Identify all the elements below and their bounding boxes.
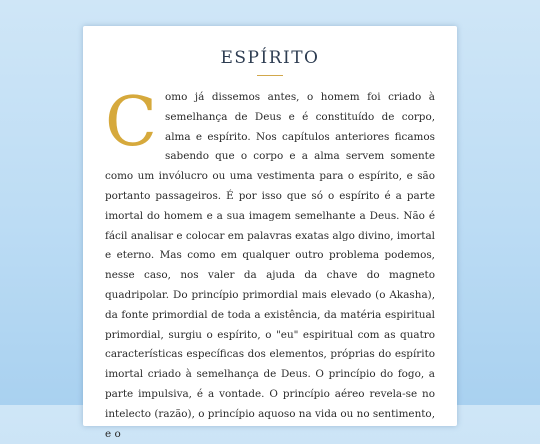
article-page (83, 26, 457, 440)
title-divider (257, 75, 283, 76)
page-title: ESPÍRITO (220, 48, 320, 68)
article-body (105, 83, 435, 444)
drop-cap-letter: C (105, 83, 158, 162)
article-text: omo já dissemos antes, o homem foi criado à semelhança de Deus e é constituído de corpo, alma e espírito. Nos capítulos anteriores ficamos sabendo que o corpo e a alma servem somente como um invólucro ou uma vestimenta para o espírito, e são portanto passageiros. É por isso que só o espírito é a parte imortal do homem e a sua imagem semelhante a Deus. Não é fácil analisar e colocar em palavras exatas algo divino, imortal e eterno. Mas como em qualquer outro problema podemos, nesse caso, nos valer da ajuda da chave do magneto quadripolar. Do princípio primordial mais elevado (o Akasha), da fonte primordial de toda a existência, da matéria espiritual primordial, surgiu o espírito, o "eu" espiritual com as quatro características específicas dos elementos, próprias do espírito imortal criado à semelhança de Deus. O princípio do fogo, a parte impulsiva, é a vontade. O princípio aéreo revela-se no intelecto (razão), o princípio aquoso na vida ou no sentimento, e o (105, 91, 435, 440)
